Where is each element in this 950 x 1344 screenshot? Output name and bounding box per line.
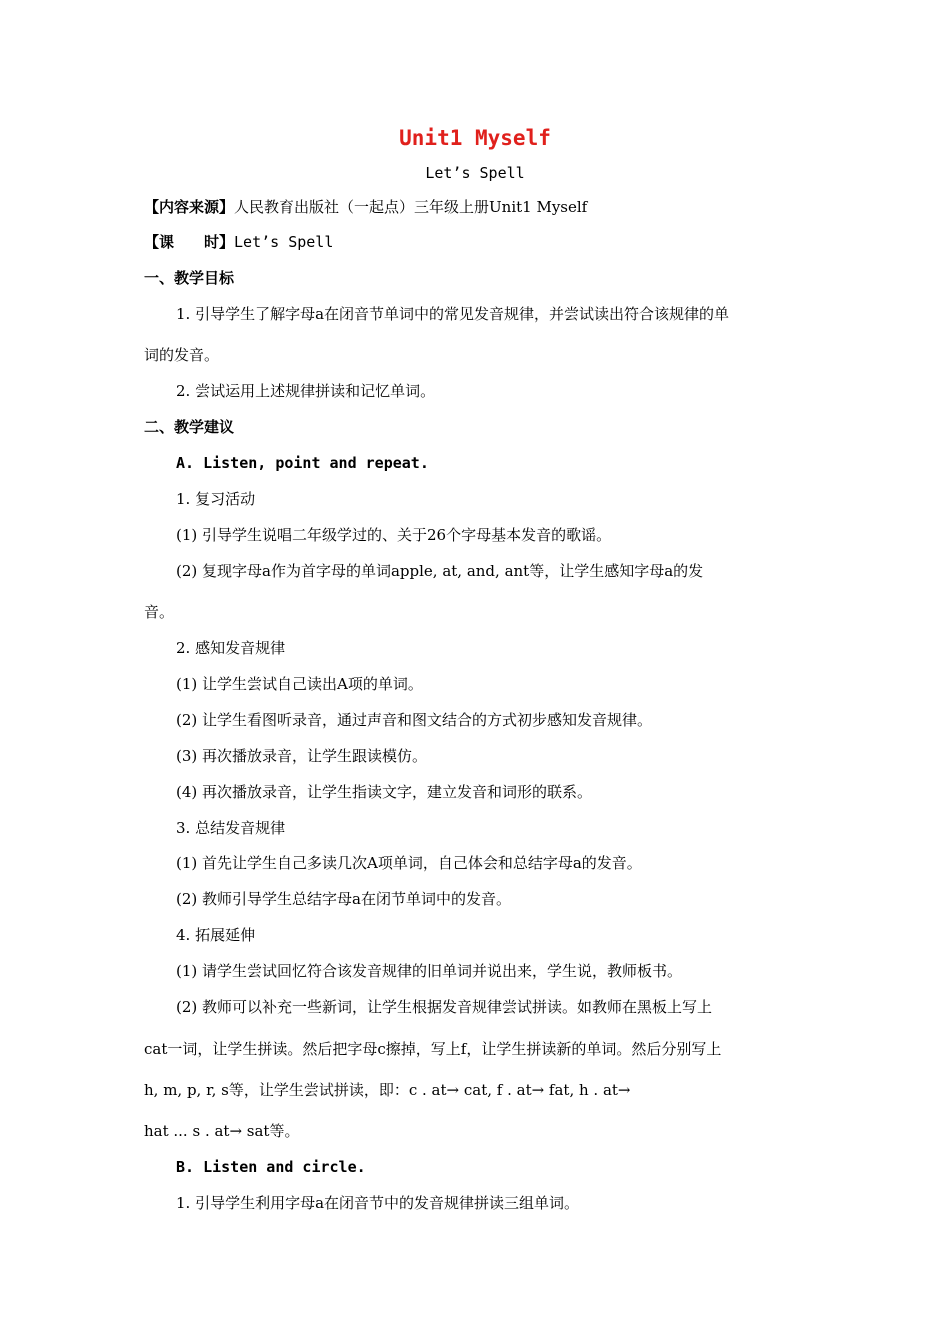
- paragraph: 1. 复习活动: [176, 490, 256, 508]
- paragraph: 词的发音。: [144, 346, 220, 364]
- paragraph: h, m, p, r, s等，让学生尝试拼读，即：c . at→ cat, f . at→ fat, h . at→: [144, 1081, 631, 1099]
- paragraph: (1) 让学生尝试自己读出A项的单词。: [176, 675, 423, 693]
- paragraph: 1. 引导学生利用字母a在闭音节中的发音规律拼读三组单词。: [176, 1194, 580, 1212]
- paragraph: (2) 教师可以补充一些新词，让学生根据发音规律尝试拼读。如教师在黑板上写上: [176, 998, 713, 1016]
- paragraph: (1) 引导学生说唱二年级学过的、关于26个字母基本发音的歌谣。: [176, 526, 612, 544]
- paragraph: 1. 引导学生了解字母a在闭音节单词中的常见发音规律，并尝试读出符合该规律的单: [176, 305, 730, 323]
- source-label: 【内容来源】: [144, 198, 235, 216]
- paragraph: (1) 请学生尝试回忆符合该发音规律的旧单词并说出来，学生说，教师板书。: [176, 962, 683, 980]
- paragraph: hat ... s . at→ sat等。: [144, 1122, 300, 1140]
- lesson-label: 【课 时】: [144, 233, 235, 251]
- source-value: 人民教育出版社（一起点）三年级上册Unit1 Myself: [234, 198, 588, 216]
- paragraph: 4. 拓展延伸: [176, 926, 256, 944]
- paragraph: 2. 感知发音规律: [176, 639, 286, 657]
- source-line: [144, 197, 587, 217]
- section-heading-goals: 一、教学目标: [144, 269, 235, 287]
- paragraph: (3) 再次播放录音，让学生跟读模仿。: [176, 747, 428, 765]
- paragraph: cat一词，让学生拼读。然后把字母c擦掉，写上f，让学生拼读新的单词。然后分别写上: [144, 1040, 722, 1058]
- lesson-value: Let’s Spell: [234, 233, 334, 251]
- lesson-line: [144, 232, 333, 252]
- paragraph: (2) 教师引导学生总结字母a在闭节单词中的发音。: [176, 890, 511, 908]
- part-heading-a: A. Listen, point and repeat.: [176, 454, 429, 472]
- section-heading-suggestions: 二、教学建议: [144, 418, 235, 436]
- doc-title: Unit1 Myself: [399, 126, 551, 150]
- paragraph: (2) 让学生看图听录音，通过声音和图文结合的方式初步感知发音规律。: [176, 711, 653, 729]
- part-heading-b: B. Listen and circle.: [176, 1158, 366, 1176]
- paragraph: 3. 总结发音规律: [176, 819, 286, 837]
- paragraph: 2. 尝试运用上述规律拼读和记忆单词。: [176, 382, 436, 400]
- paragraph: (4) 再次播放录音，让学生指读文字，建立发音和词形的联系。: [176, 783, 593, 801]
- paragraph: 音。: [144, 603, 175, 621]
- doc-subtitle: Let’s Spell: [425, 164, 525, 182]
- paragraph: (2) 复现字母a作为首字母的单词apple, at, and, ant等，让学生感知字母a的发: [176, 562, 704, 580]
- paragraph: (1) 首先让学生自己多读几次A项单词，自己体会和总结字母a的发音。: [176, 854, 642, 872]
